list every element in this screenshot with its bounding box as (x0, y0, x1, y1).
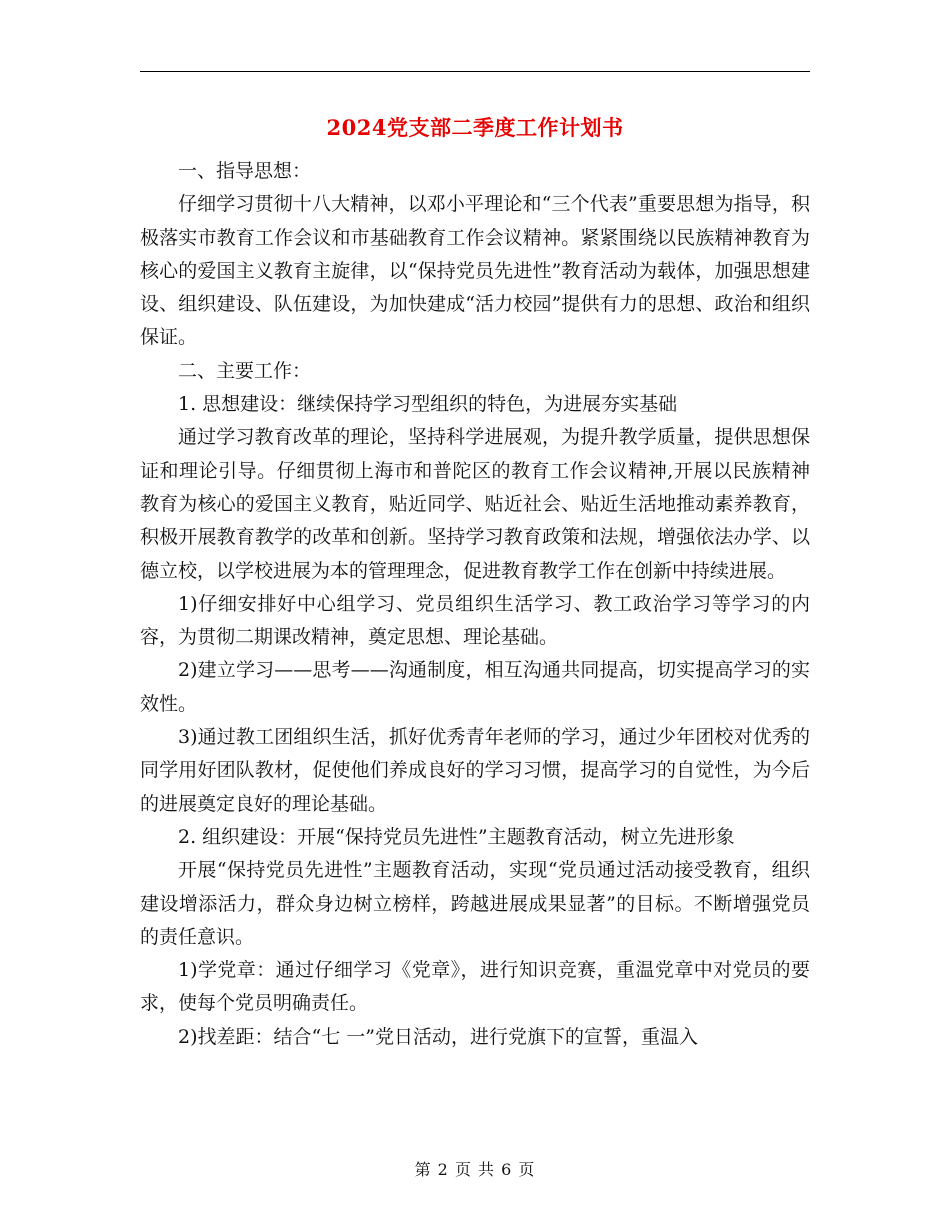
list-item: 1)仔细安排好中心组学习、党员组织生活学习、教工政治学习等学习的内容，为贯彻二期课改精神，奠定思想、理论基础。 (140, 592, 810, 649)
subheading-ideological-building: 1. 思想建设：继续保持学习型组织的特色，为进展夯实基础 (178, 393, 678, 416)
section-heading-main-work: 二、主要工作： (178, 359, 312, 382)
section-heading-guiding-ideology: 一、指导思想： (178, 160, 312, 182)
paragraph: 仔细学习贯彻十八大精神，以邓小平理论和“三个代表”重要思想为指导，积极落实市教育工作会议和市基础教育工作会议精神。紧紧围绕以民族精神教育为核心的爱国主义教育主旋律，以“保持党员先进性”教育活动为载体，加强思想建设、组织建设、队伍建设，为加快建成“活力校园”提供有力的思想、政治和组织保证。 (140, 193, 810, 349)
list-item: 3)通过教工团组织生活，抓好优秀青年老师的学习，通过少年团校对优秀的同学用好团队教材，促使他们养成良好的学习习惯，提高学习的自觉性，为今后的进展奠定良好的理论基础。 (140, 726, 810, 815)
page-number: 第 2 页 共 6 页 (414, 1160, 536, 1179)
paragraph: 开展“保持党员先进性”主题教育活动，实现“党员通过活动接受教育，组织建设增添活力，群众身边树立榜样，跨越进展成果显著”的目标。不断增强党员的责任意识。 (140, 859, 810, 948)
header-rule (140, 71, 810, 72)
document-body (140, 155, 810, 1054)
list-item: 2)建立学习——思考——沟通制度，相互沟通共同提高，切实提高学习的实效性。 (140, 659, 810, 715)
document-title: 2024党支部二季度工作计划书 (326, 115, 624, 140)
list-item: 2)找差距：结合“七 一”党日活动，进行党旗下的宣誓，重温入 (178, 1025, 698, 1048)
paragraph: 通过学习教育改革的理论，坚持科学进展观，为提升教学质量，提供思想保证和理论引导。仔细贯彻上海市和普陀区的教育工作会议精神,开展以民族精神教育为核心的爱国主义教育，贴近同学、贴近社会、贴近生活地推动素养教育，积极开展教育教学的改革和创新。坚持学习教育政策和法规，增强依法办学、以德立校，以学校进展为本的管理理念，促进教育教学工作在创新中持续进展。 (140, 426, 810, 582)
subheading-organization-building: 2. 组织建设：开展“保持党员先进性”主题教育活动，树立先进形象 (178, 825, 735, 848)
list-item: 1)学党章：通过仔细学习《党章》，进行知识竞赛，重温党章中对党员的要求，使每个党员明确责任。 (140, 959, 810, 1015)
